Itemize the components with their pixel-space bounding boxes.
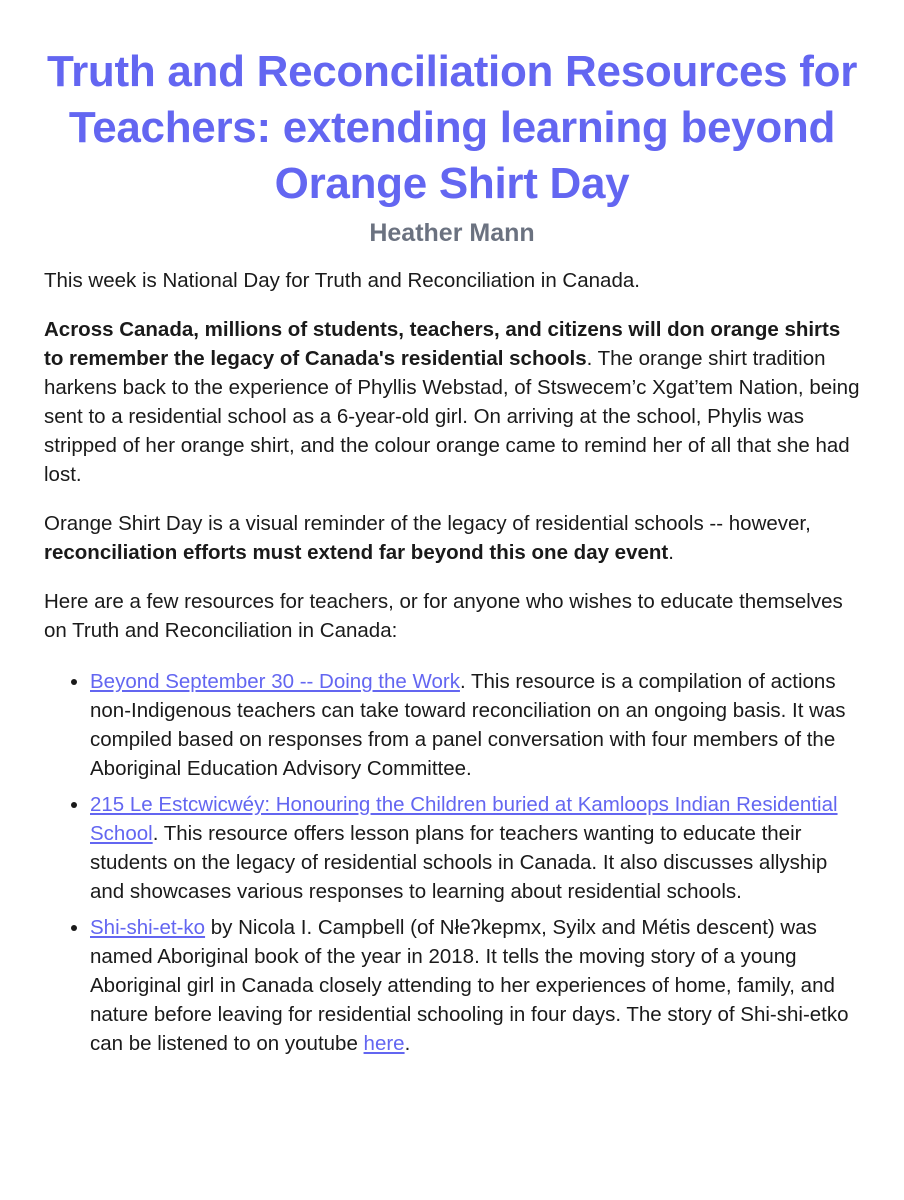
paragraph-resources-intro xyxy=(44,587,860,645)
article-title: Truth and Reconciliation Resources for Teachers: extending learning beyond Orange Shirt Day xyxy=(46,47,858,208)
resource-description: by Nicola I. Campbell (of Nłeʔkepmx, Syilx and Métis descent) was named Aboriginal book of the year in 2018. It tells the moving story of a young Aboriginal girl in Canada closely attending to her experiences of home, family, and nature before leaving for residential schooling in four days. The story of Shi-shi-etko can be listened to on youtube xyxy=(90,916,849,1055)
paragraph-orange-shirt xyxy=(44,315,860,489)
paragraph-reminder-bold: reconciliation efforts must extend far beyond this one day event xyxy=(44,541,669,564)
resource-list xyxy=(44,667,860,1058)
resource-link-beyond-september[interactable]: Beyond September 30 -- Doing the Work xyxy=(90,670,460,693)
list-item xyxy=(90,790,860,906)
resource-link-shi-shi-et-ko[interactable]: Shi-shi-et-ko xyxy=(90,916,206,939)
resource-description: . This resource is a compilation of actions non-Indigenous teachers can take toward reconciliation on an ongoing basis. It was compiled based on responses from a panel conversation with four members of the Aboriginal Education Advisory Committee. xyxy=(90,670,846,780)
paragraph-orange-shirt-text: . The orange shirt tradition harkens back to the experience of Phyllis Webstad, of Stswecem’c Xgat’tem Nation, being sent to a residential school as a 6-year-old girl. On arriving at the school, Phylis was stripped of her orange shirt, and the colour orange came to remind her of all that she had lost. xyxy=(44,347,860,486)
list-item xyxy=(90,667,860,783)
paragraph-orange-shirt-bold: Across Canada, millions of students, teachers, and citizens will don orange shirts to remember the legacy of Canada's residential schools xyxy=(44,318,841,370)
paragraph-intro xyxy=(44,266,860,295)
paragraph-resources-intro-text: Here are a few resources for teachers, or for anyone who wishes to educate themselves on Truth and Reconciliation in Canada: xyxy=(44,590,843,642)
resource-description-end: . xyxy=(404,1032,411,1055)
paragraph-reminder-end: . xyxy=(668,541,674,564)
paragraph-reminder xyxy=(44,509,860,567)
resource-description: . This resource offers lesson plans for teachers wanting to educate their students on the legacy of residential schools in Canada. It also discusses allyship and showcases various responses to learning about residential schools. xyxy=(90,822,828,903)
resource-link-215-le-estcwicwey[interactable]: 215 Le Estcwicwéy: Honouring the Children buried at Kamloops Indian Residential School xyxy=(90,793,838,845)
list-item xyxy=(90,913,860,1058)
paragraph-reminder-start: Orange Shirt Day is a visual reminder of the legacy of residential schools -- however, xyxy=(44,512,811,535)
article-author: Heather Mann xyxy=(369,219,535,247)
paragraph-intro-text: This week is National Day for Truth and Reconciliation in Canada. xyxy=(44,269,640,292)
youtube-here-link[interactable]: here xyxy=(363,1032,405,1055)
